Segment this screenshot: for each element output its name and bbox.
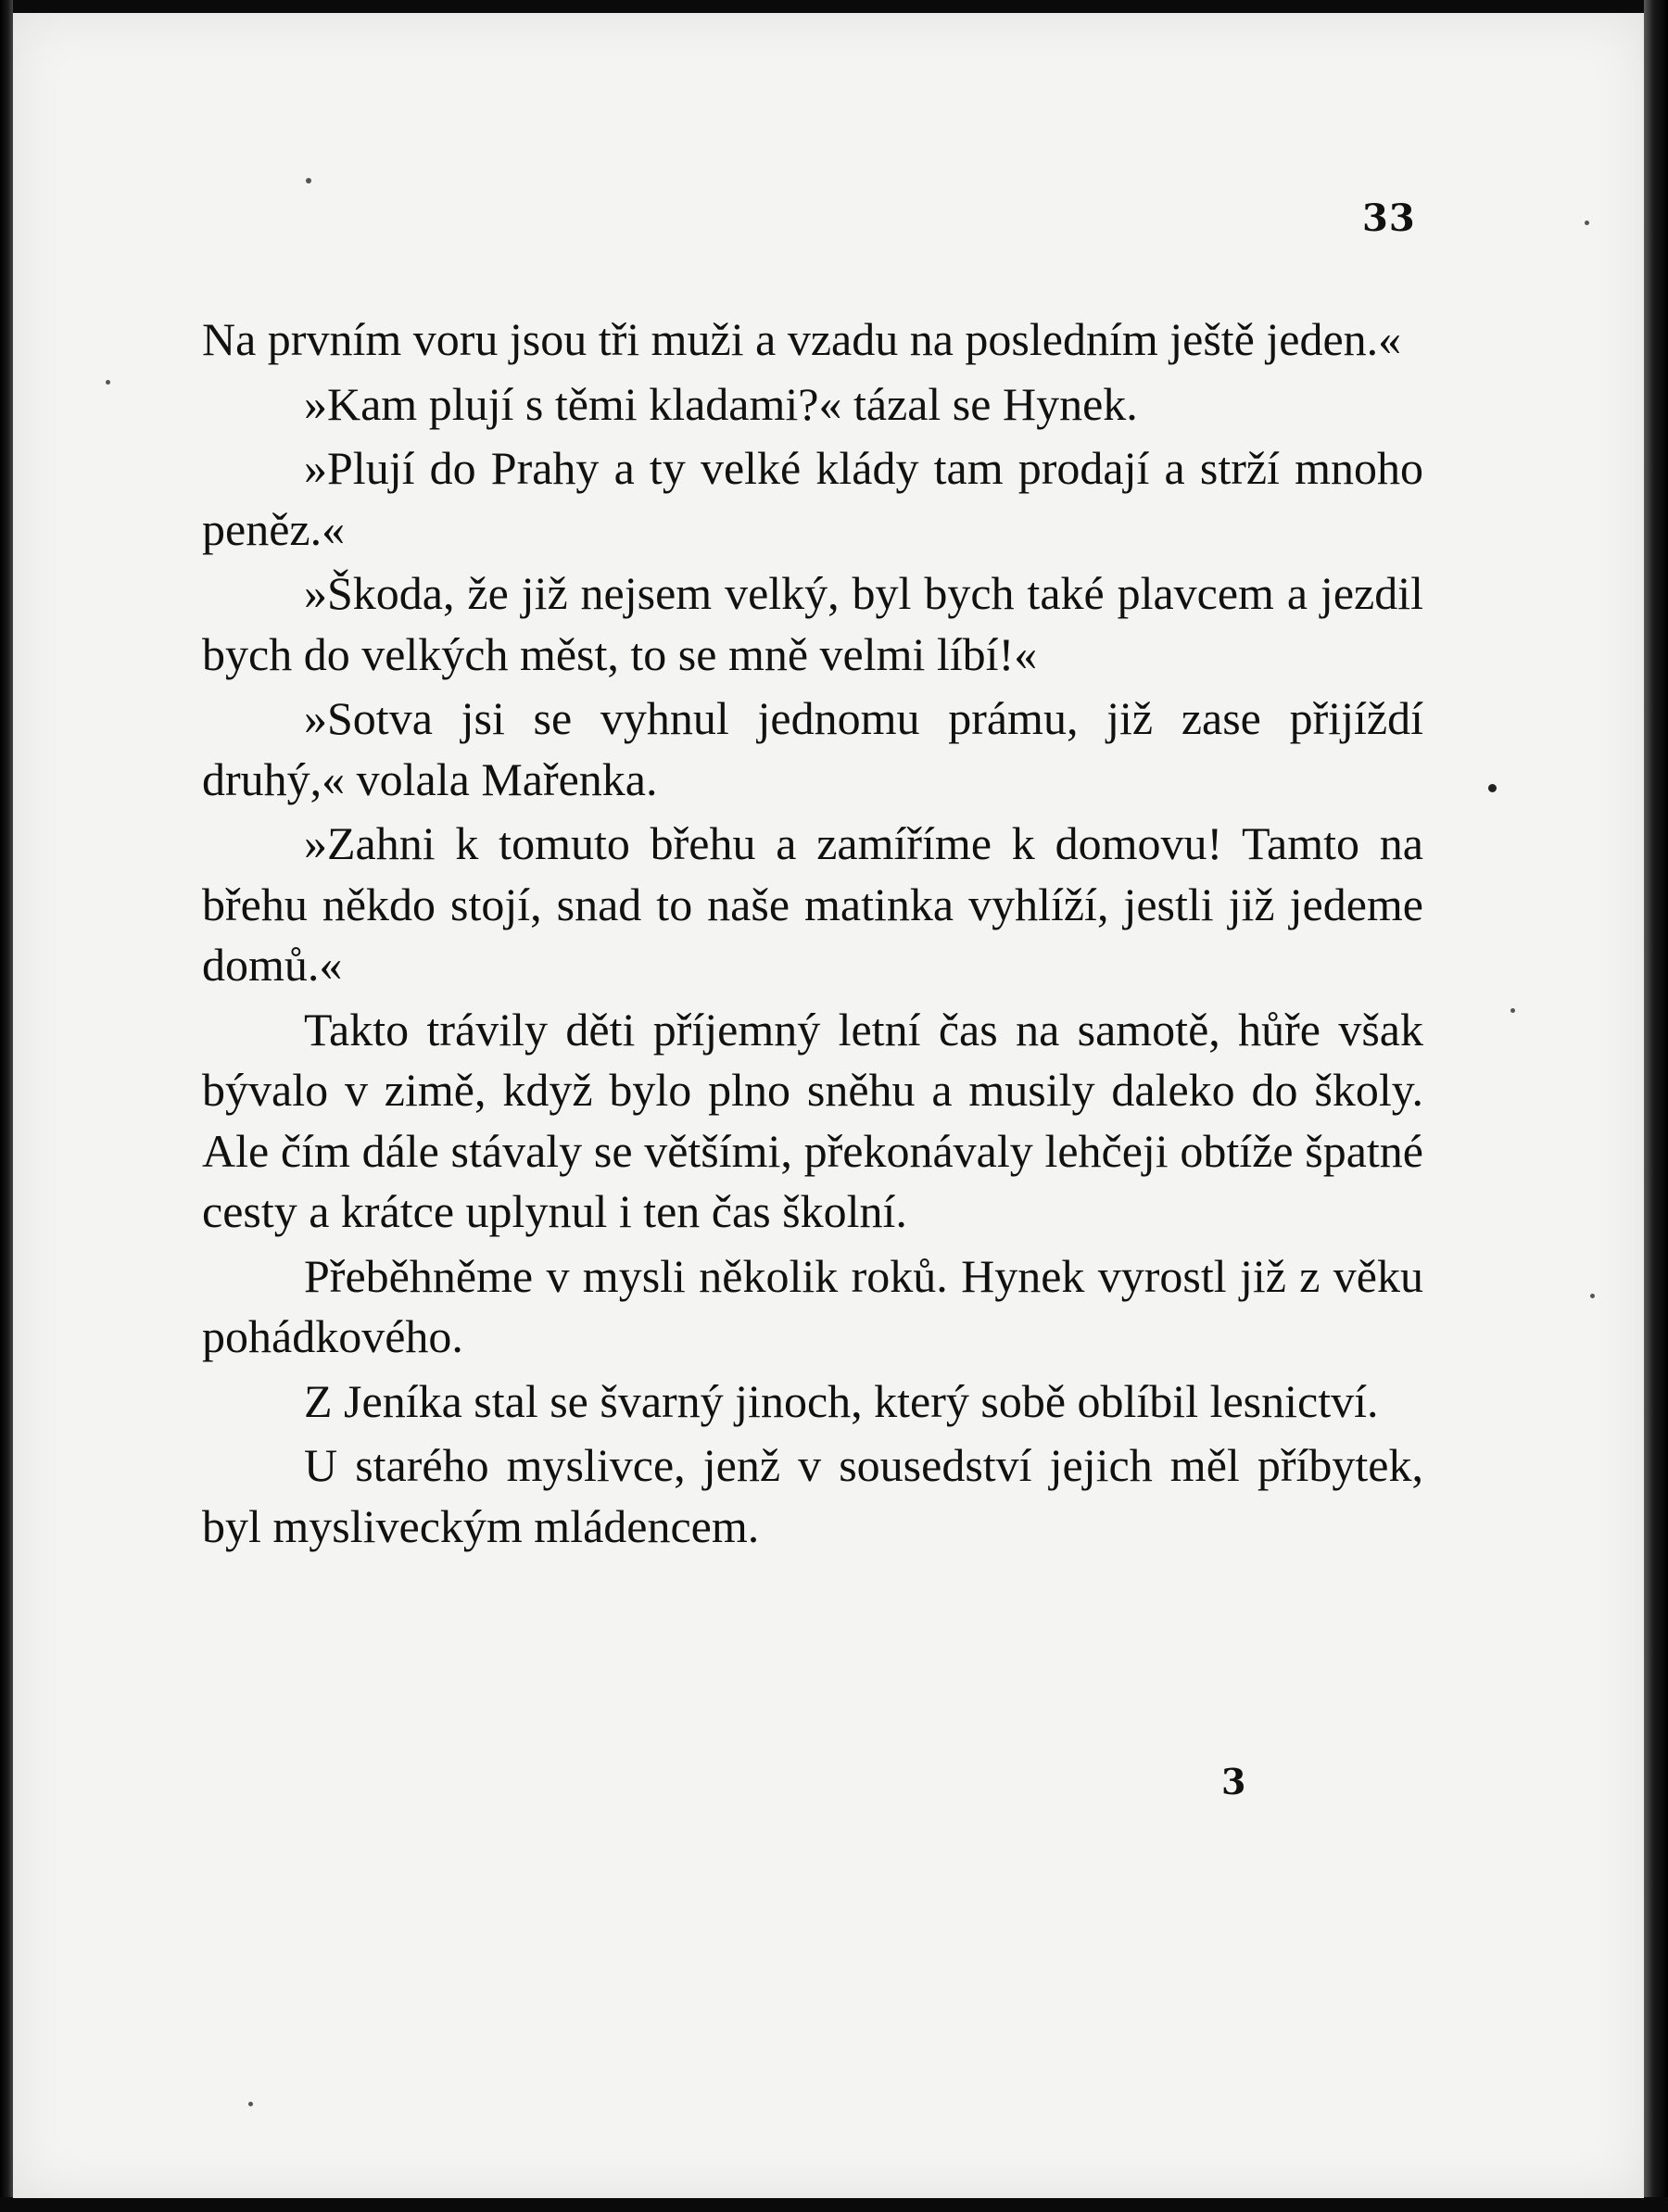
paragraph: Z Jeníka stal se švarný jinoch, který sobě oblíbil lesnictví. bbox=[304, 1374, 1379, 1427]
page-body-text bbox=[202, 310, 1423, 1561]
paper-speck bbox=[106, 380, 110, 385]
paragraph: »Kam plují s těmi kladami?« tázal se Hynek. bbox=[304, 377, 1138, 430]
scan-right-edge bbox=[1644, 0, 1668, 2212]
paper-speck bbox=[248, 2102, 253, 2106]
paper-speck bbox=[1488, 784, 1497, 792]
paper-speck bbox=[306, 178, 311, 183]
paragraph: »Zahni k tomuto břehu a zamíříme k domovu! Tamto na břehu někdo stojí, snad to naše matinka vyhlíží, jestli již jedeme domů.« bbox=[202, 817, 1423, 991]
paragraph: »Plují do Prahy a ty velké klády tam prodají a strží mnoho peněz.« bbox=[202, 442, 1423, 555]
paragraph: U starého myslivce, jenž v sousedství jejich měl příbytek, byl mysliveckým mládencem. bbox=[202, 1439, 1423, 1552]
paper-speck bbox=[1585, 221, 1589, 225]
paper-speck bbox=[1590, 1294, 1595, 1298]
paragraph: Na prvním voru jsou tři muži a vzadu na posledním ještě jeden.« bbox=[202, 313, 1402, 365]
scan-left-edge bbox=[0, 0, 13, 2212]
paragraph: »Škoda, že již nejsem velký, byl bych také plavcem a jezdil bych do velkých měst, to se mně velmi líbí!« bbox=[202, 567, 1423, 680]
paragraph: Takto trávily děti příjemný letní čas na samotě, hůře však bývalo v zimě, když bylo plno sněhu a musily daleko do školy. Ale čím dále stávaly se většími, překonávaly lehčeji obtíže špatné cesty a krátce uplynul i ten čas školní. bbox=[202, 1003, 1423, 1237]
scan-bottom-edge bbox=[0, 2197, 1668, 2212]
paragraph: »Sotva jsi se vyhnul jednomu prámu, již zase přijíždí druhý,« volala Mařenka. bbox=[202, 692, 1423, 805]
paragraph: Přeběhněme v mysli několik roků. Hynek vyrostl již z věku pohádkového. bbox=[202, 1249, 1423, 1362]
paper-speck bbox=[1510, 1008, 1515, 1013]
page-number: 33 bbox=[1362, 196, 1416, 240]
scan-top-edge bbox=[0, 0, 1668, 13]
signature-mark: 3 bbox=[1221, 1761, 1246, 1802]
